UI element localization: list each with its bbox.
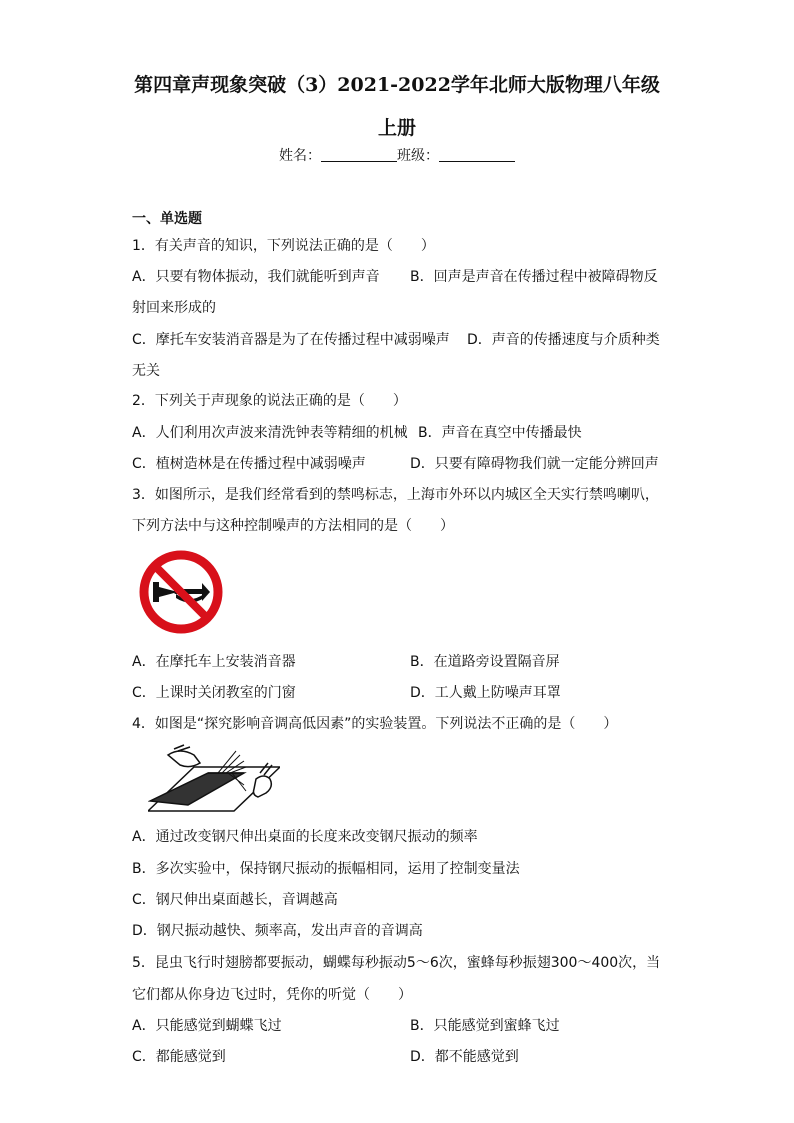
q4-option-d: D．钢尺振动越快、频率高，发出声音的音调高 [132, 923, 423, 939]
q5-option-a: A．只能感觉到蝴蝶飞过 [132, 1018, 282, 1034]
q4-option-c: C．钢尺伸出桌面越长，音调越高 [132, 892, 338, 908]
page-title-line2: 上册 [377, 117, 416, 139]
ruler-experiment-figure [148, 743, 280, 813]
student-info [0, 145, 794, 165]
q1-option-d-cont: 无关 [132, 363, 160, 379]
q5-option-d: D．都不能感觉到 [410, 1049, 519, 1065]
q1-option-d: D．声音的传播速度与介质种类 [467, 332, 660, 348]
page-title: 第四章声现象突破（3）2021-2022学年北师大版物理八年级 [134, 74, 660, 96]
q1-option-b-cont: 射回来形成的 [132, 300, 216, 316]
class-label: 班级： [397, 148, 439, 164]
q2-stem: 2．下列关于声现象的说法正确的是（ ） [132, 393, 407, 409]
q3-stem-cont: 下列方法中与这种控制噪声的方法相同的是（ ） [132, 518, 454, 534]
q1-option-c: C．摩托车安装消音器是为了在传播过程中减弱噪声 [132, 332, 450, 348]
q2-option-b: B．声音在真空中传播最快 [418, 425, 582, 441]
q1-stem: 1．有关声音的知识，下列说法正确的是（ ） [132, 238, 435, 254]
section-heading: 一、单选题 [132, 211, 202, 227]
q1-option-a: A．只要有物体振动，我们就能听到声音 [132, 269, 380, 285]
q2-option-c: C．植树造林是在传播过程中减弱噪声 [132, 456, 366, 472]
class-blank[interactable] [439, 147, 515, 162]
q5-option-c: C．都能感觉到 [132, 1049, 226, 1065]
name-blank[interactable] [321, 147, 397, 162]
q3-option-b: B．在道路旁设置隔音屏 [410, 654, 560, 670]
q4-option-b: B．多次实验中，保持钢尺振动的振幅相同，运用了控制变量法 [132, 861, 520, 877]
q4-stem: 4．如图是“探究影响音调高低因素”的实验装置。下列说法不正确的是（ ） [132, 716, 618, 732]
q5-option-b: B．只能感觉到蜜蜂飞过 [410, 1018, 560, 1034]
no-honking-sign-icon [136, 547, 226, 637]
name-label: 姓名： [279, 148, 321, 164]
q4-option-a: A．通过改变钢尺伸出桌面的长度来改变钢尺振动的频率 [132, 829, 478, 845]
q3-stem: 3．如图所示，是我们经常看到的禁鸣标志，上海市外环以内城区全天实行禁鸣喇叭， [132, 487, 659, 503]
q3-option-d: D．工人戴上防噪声耳罩 [410, 685, 561, 701]
q2-option-d: D．只要有障碍物我们就一定能分辨回声 [410, 456, 659, 472]
q3-option-c: C．上课时关闭教室的门窗 [132, 685, 296, 701]
q2-option-a: A．人们利用次声波来清洗钟表等精细的机械 [132, 425, 408, 441]
q3-option-a: A．在摩托车上安装消音器 [132, 654, 296, 670]
q1-option-b: B．回声是声音在传播过程中被障碍物反 [410, 269, 658, 285]
q5-stem-cont: 它们都从你身边飞过时，凭你的听觉（ ） [132, 987, 412, 1003]
q5-stem: 5．昆虫飞行时翅膀都要振动，蝴蝶每秒振动5～6次，蜜蜂每秒振翅300～400次，当 [132, 955, 661, 971]
